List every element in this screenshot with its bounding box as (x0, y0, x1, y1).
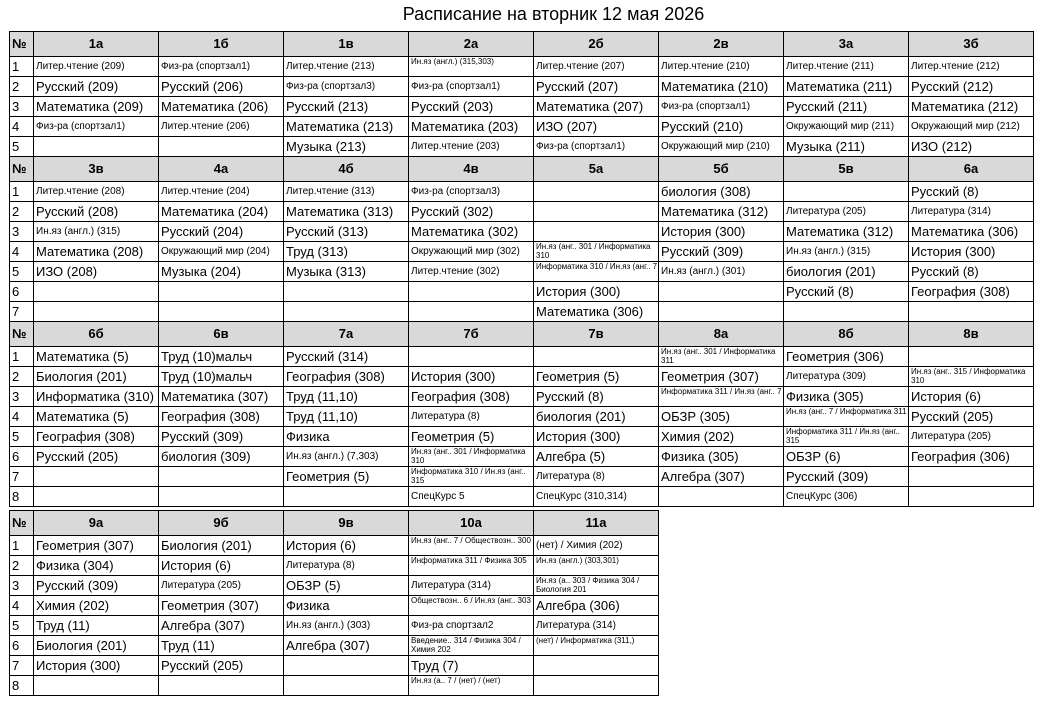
lesson-cell: История (300) (409, 367, 534, 387)
lesson-cell: Литер.чтение (210) (659, 57, 784, 77)
lesson-cell: (нет) / Информатика (311,) (534, 636, 659, 656)
class-header: 2в (659, 32, 784, 57)
lesson-cell: Ин.яз (англ.) (315) (784, 242, 909, 262)
lesson-cell: Русский (207) (534, 77, 659, 97)
lesson-cell: Физ-ра (спортзал1) (659, 97, 784, 117)
lesson-cell: История (300) (909, 242, 1034, 262)
lesson-row (10, 596, 659, 616)
lesson-cell: Музыка (213) (284, 137, 409, 157)
lesson-cell: Труд (11) (159, 636, 284, 656)
lesson-cell: Геометрия (5) (534, 367, 659, 387)
class-header: 1в (284, 32, 409, 57)
lesson-cell: Физ-ра (спортзал1) (409, 77, 534, 97)
lesson-cell: История (300) (534, 427, 659, 447)
lesson-cell (534, 676, 659, 696)
lesson-cell: Русский (210) (659, 117, 784, 137)
lesson-cell: География (308) (284, 367, 409, 387)
lesson-cell: ОБЗР (5) (284, 576, 409, 596)
lesson-cell: Математика (212) (909, 97, 1034, 117)
lesson-number: 8 (10, 676, 34, 696)
lesson-cell: Математика (211) (784, 77, 909, 97)
lesson-cell (909, 487, 1034, 507)
lesson-cell: Музыка (211) (784, 137, 909, 157)
class-header: 9б (159, 511, 284, 536)
lesson-cell: Ин.яз (англ.) (315,303) (409, 57, 534, 77)
lesson-cell: География (308) (409, 387, 534, 407)
lesson-number: 4 (10, 596, 34, 616)
lesson-row (10, 242, 1034, 262)
lesson-number: 6 (10, 282, 34, 302)
lesson-cell: История (6) (159, 556, 284, 576)
lesson-cell: Русский (212) (909, 77, 1034, 97)
class-header: 2а (409, 32, 534, 57)
lesson-cell: Труд (10)мальч (159, 367, 284, 387)
lesson-cell: Русский (213) (284, 97, 409, 117)
lesson-number-header: № (10, 322, 34, 347)
lesson-number-header: № (10, 32, 34, 57)
lesson-cell: Русский (8) (909, 182, 1034, 202)
lesson-cell: Русский (309) (659, 242, 784, 262)
lesson-cell: История (300) (534, 282, 659, 302)
schedule-block-4 (9, 510, 659, 696)
lesson-cell: Химия (202) (659, 427, 784, 447)
lesson-cell: География (306) (909, 447, 1034, 467)
lesson-cell: Физика (305) (784, 387, 909, 407)
lesson-cell: Геометрия (5) (284, 467, 409, 487)
lesson-row (10, 202, 1034, 222)
lesson-cell: Ин.яз (анг.. 301 / Информатика 310 (409, 447, 534, 467)
class-header: 5в (784, 157, 909, 182)
lesson-number: 8 (10, 487, 34, 507)
class-header: 5б (659, 157, 784, 182)
lesson-row (10, 556, 659, 576)
lesson-cell: Физика (284, 596, 409, 616)
lesson-cell: Русский (205) (34, 447, 159, 467)
lesson-cell (659, 487, 784, 507)
lesson-cell: Литер.чтение (302) (409, 262, 534, 282)
lesson-number: 5 (10, 616, 34, 636)
lesson-cell: Физ-ра (спортзал1) (534, 137, 659, 157)
lesson-row (10, 347, 1034, 367)
lesson-cell: Геометрия (5) (409, 427, 534, 447)
lesson-number: 7 (10, 656, 34, 676)
lesson-cell: Русский (205) (909, 407, 1034, 427)
lesson-number: 5 (10, 427, 34, 447)
lesson-cell: Ин.яз (а.. 7 / (нет) / (нет) (409, 676, 534, 696)
lesson-row (10, 407, 1034, 427)
lesson-cell (159, 137, 284, 157)
lesson-cell: История (300) (659, 222, 784, 242)
lesson-cell: Русский (314) (284, 347, 409, 367)
lesson-cell (159, 467, 284, 487)
lesson-cell: Окружающий мир (204) (159, 242, 284, 262)
class-header: 10а (409, 511, 534, 536)
class-header: 11а (534, 511, 659, 536)
lesson-cell (284, 676, 409, 696)
lesson-number-header: № (10, 157, 34, 182)
lesson-cell: Биология (201) (34, 636, 159, 656)
lesson-cell (159, 487, 284, 507)
lesson-cell: Алгебра (307) (284, 636, 409, 656)
lesson-cell (34, 282, 159, 302)
lesson-cell: География (308) (159, 407, 284, 427)
lesson-number: 3 (10, 576, 34, 596)
lesson-cell: Математика (210) (659, 77, 784, 97)
lesson-cell: Литература (205) (159, 576, 284, 596)
lesson-cell: Математика (312) (659, 202, 784, 222)
lesson-number: 5 (10, 137, 34, 157)
lesson-cell: ИЗО (208) (34, 262, 159, 282)
lesson-cell: Русский (203) (409, 97, 534, 117)
lesson-cell: Обществозн.. 6 / Ин.яз (анг.. 303 (409, 596, 534, 616)
lesson-row (10, 262, 1034, 282)
lesson-cell (159, 302, 284, 322)
lesson-cell: Литер.чтение (207) (534, 57, 659, 77)
lesson-cell: Ин.яз (анг.. 7 / Информатика 311 (784, 407, 909, 427)
lesson-cell: Математика (209) (34, 97, 159, 117)
lesson-cell: Труд (11,10) (284, 387, 409, 407)
lesson-cell: Математика (5) (34, 347, 159, 367)
lesson-cell: СпецКурс (306) (784, 487, 909, 507)
lesson-number: 4 (10, 407, 34, 427)
class-header: 9в (284, 511, 409, 536)
lesson-cell: Русский (8) (534, 387, 659, 407)
class-header: 2б (534, 32, 659, 57)
lesson-cell (159, 282, 284, 302)
lesson-cell (534, 656, 659, 676)
lesson-row (10, 182, 1034, 202)
lesson-cell: Алгебра (307) (159, 616, 284, 636)
lesson-number: 3 (10, 97, 34, 117)
lesson-number: 4 (10, 117, 34, 137)
lesson-cell: биология (308) (659, 182, 784, 202)
lesson-cell: биология (309) (159, 447, 284, 467)
schedule-block-2 (9, 156, 1034, 322)
lesson-cell: Информатика 311 / Физика 305 (409, 556, 534, 576)
lesson-number: 7 (10, 302, 34, 322)
lesson-cell: Информатика 311 / Ин.яз (анг.. 315 (784, 427, 909, 447)
lesson-cell (659, 282, 784, 302)
lesson-cell: Математика (213) (284, 117, 409, 137)
lesson-row (10, 447, 1034, 467)
lesson-number: 5 (10, 262, 34, 282)
lesson-cell: ОБЗР (6) (784, 447, 909, 467)
lesson-cell (34, 676, 159, 696)
lesson-number: 1 (10, 536, 34, 556)
lesson-cell: Литер.чтение (203) (409, 137, 534, 157)
class-header: 9а (34, 511, 159, 536)
lesson-cell: Геометрия (306) (784, 347, 909, 367)
lesson-cell (909, 467, 1034, 487)
class-header: 4а (159, 157, 284, 182)
lesson-cell: Русский (205) (159, 656, 284, 676)
lesson-cell (534, 222, 659, 242)
class-header: 1а (34, 32, 159, 57)
class-header: 7а (284, 322, 409, 347)
lesson-cell: Ин.яз (анг.. 7 / Обществозн.. 300 (409, 536, 534, 556)
lesson-cell: Труд (10)мальч (159, 347, 284, 367)
lesson-row (10, 487, 1034, 507)
lesson-cell: Музыка (204) (159, 262, 284, 282)
lesson-cell: ОБЗР (305) (659, 407, 784, 427)
schedule-block-3 (9, 321, 1034, 507)
class-header: 8б (784, 322, 909, 347)
lesson-cell: Математика (302) (409, 222, 534, 242)
lesson-cell: Физика (304) (34, 556, 159, 576)
lesson-cell: Информатика 310 / Ин.яз (анг.. 315 (409, 467, 534, 487)
lesson-row (10, 387, 1034, 407)
lesson-number: 2 (10, 202, 34, 222)
lesson-number: 1 (10, 57, 34, 77)
lesson-row (10, 576, 659, 596)
lesson-cell: Введение.. 314 / Физика 304 / Химия 202 (409, 636, 534, 656)
lesson-row (10, 97, 1034, 117)
lesson-cell: (нет) / Химия (202) (534, 536, 659, 556)
lesson-cell: Математика (306) (534, 302, 659, 322)
lesson-row (10, 467, 1034, 487)
lesson-cell: Физ-ра спортзал2 (409, 616, 534, 636)
lesson-cell: Ин.яз (англ.) (303) (284, 616, 409, 636)
lesson-cell (34, 467, 159, 487)
lesson-row (10, 616, 659, 636)
page-title: Расписание на вторник 12 мая 2026 (402, 4, 705, 24)
lesson-cell: Литер.чтение (313) (284, 182, 409, 202)
lesson-cell: Биология (201) (34, 367, 159, 387)
lesson-cell: Физика (284, 427, 409, 447)
lesson-cell: Ин.яз (а.. 303 / Физика 304 / Биология 201 (534, 576, 659, 596)
lesson-cell: Литература (8) (534, 467, 659, 487)
lesson-cell (284, 656, 409, 676)
lesson-number: 6 (10, 447, 34, 467)
lesson-cell: Русский (313) (284, 222, 409, 242)
lesson-cell: Русский (206) (159, 77, 284, 97)
lesson-cell: Труд (11,10) (284, 407, 409, 427)
lesson-number: 1 (10, 182, 34, 202)
lesson-cell: Алгебра (5) (534, 447, 659, 467)
lesson-cell (284, 302, 409, 322)
lesson-cell: Химия (202) (34, 596, 159, 616)
lesson-row (10, 302, 1034, 322)
lesson-row (10, 282, 1034, 302)
lesson-row (10, 77, 1034, 97)
lesson-cell (909, 347, 1034, 367)
lesson-cell: Русский (211) (784, 97, 909, 117)
lesson-row (10, 656, 659, 676)
lesson-cell: Информатика (310) (34, 387, 159, 407)
lesson-cell: ИЗО (207) (534, 117, 659, 137)
lesson-cell: Музыка (313) (284, 262, 409, 282)
lesson-cell: Ин.яз (англ.) (303,301) (534, 556, 659, 576)
lesson-cell: Ин.яз (англ.) (301) (659, 262, 784, 282)
class-header: 4б (284, 157, 409, 182)
lesson-cell: Математика (307) (159, 387, 284, 407)
lesson-cell: Русский (309) (34, 576, 159, 596)
lesson-row (10, 427, 1034, 447)
lesson-cell: Литература (205) (784, 202, 909, 222)
lesson-cell: Математика (306) (909, 222, 1034, 242)
lesson-cell: География (308) (909, 282, 1034, 302)
lesson-cell: Математика (313) (284, 202, 409, 222)
lesson-cell: Литература (8) (409, 407, 534, 427)
lesson-cell: Литература (8) (284, 556, 409, 576)
lesson-cell: Геометрия (307) (659, 367, 784, 387)
lesson-cell: биология (201) (784, 262, 909, 282)
lesson-cell (659, 302, 784, 322)
class-header: 4в (409, 157, 534, 182)
lesson-row (10, 137, 1034, 157)
lesson-cell (284, 487, 409, 507)
lesson-cell: Физ-ра (спортзал1) (159, 57, 284, 77)
lesson-cell: биология (201) (534, 407, 659, 427)
lesson-cell (409, 347, 534, 367)
lesson-row (10, 117, 1034, 137)
class-header: 5а (534, 157, 659, 182)
lesson-row (10, 536, 659, 556)
lesson-number-header: № (10, 511, 34, 536)
class-header: 1б (159, 32, 284, 57)
lesson-row (10, 676, 659, 696)
class-header: 7в (534, 322, 659, 347)
lesson-cell: Ин.яз (анг.. 301 / Информатика 310 (534, 242, 659, 262)
lesson-number: 1 (10, 347, 34, 367)
lesson-cell: Литер.чтение (212) (909, 57, 1034, 77)
class-header: 3б (909, 32, 1034, 57)
lesson-cell (409, 302, 534, 322)
lesson-cell: Труд (11) (34, 616, 159, 636)
lesson-number: 2 (10, 556, 34, 576)
lesson-number: 3 (10, 387, 34, 407)
lesson-cell: Русский (208) (34, 202, 159, 222)
lesson-cell: Русский (302) (409, 202, 534, 222)
lesson-cell: Русский (8) (784, 282, 909, 302)
lesson-cell: Литер.чтение (211) (784, 57, 909, 77)
class-header: 6б (34, 322, 159, 347)
lesson-number: 3 (10, 222, 34, 242)
lesson-cell: Алгебра (307) (659, 467, 784, 487)
lesson-cell: Математика (312) (784, 222, 909, 242)
lesson-cell: Математика (5) (34, 407, 159, 427)
lesson-cell: Математика (203) (409, 117, 534, 137)
lesson-cell (34, 302, 159, 322)
lesson-cell: Ин.яз (анг.. 301 / Информатика 311 (659, 347, 784, 367)
lesson-cell: Ин.яз (анг.. 315 / Информатика 310 (909, 367, 1034, 387)
lesson-cell: Русский (209) (34, 77, 159, 97)
lesson-cell: История (300) (34, 656, 159, 676)
lesson-cell: География (308) (34, 427, 159, 447)
lesson-cell: Физика (305) (659, 447, 784, 467)
lesson-cell (159, 676, 284, 696)
schedule-block-1 (9, 31, 1034, 157)
lesson-cell (784, 302, 909, 322)
lesson-number: 2 (10, 77, 34, 97)
lesson-row (10, 57, 1034, 77)
lesson-cell: ИЗО (212) (909, 137, 1034, 157)
lesson-cell: История (6) (909, 387, 1034, 407)
lesson-cell: Окружающий мир (302) (409, 242, 534, 262)
lesson-cell (784, 182, 909, 202)
lesson-cell: Геометрия (307) (159, 596, 284, 616)
lesson-cell: Ин.яз (англ.) (7,303) (284, 447, 409, 467)
class-header: 3в (34, 157, 159, 182)
lesson-cell: Литература (314) (909, 202, 1034, 222)
lesson-cell: Физ-ра (спортзал3) (284, 77, 409, 97)
class-header: 3а (784, 32, 909, 57)
lesson-cell: Математика (208) (34, 242, 159, 262)
lesson-cell: Литер.чтение (204) (159, 182, 284, 202)
lesson-cell (534, 347, 659, 367)
lesson-cell (34, 137, 159, 157)
lesson-cell: Окружающий мир (211) (784, 117, 909, 137)
lesson-cell: Математика (204) (159, 202, 284, 222)
lesson-cell: Математика (206) (159, 97, 284, 117)
lesson-row (10, 636, 659, 656)
lesson-cell: Труд (7) (409, 656, 534, 676)
lesson-cell (534, 202, 659, 222)
lesson-cell: Физ-ра (спортзал1) (34, 117, 159, 137)
class-header: 8а (659, 322, 784, 347)
lesson-cell: Ин.яз (англ.) (315) (34, 222, 159, 242)
lesson-cell (284, 282, 409, 302)
class-header: 8в (909, 322, 1034, 347)
lesson-cell: Физ-ра (спортзал3) (409, 182, 534, 202)
lesson-cell: Русский (309) (784, 467, 909, 487)
lesson-number: 2 (10, 367, 34, 387)
lesson-row (10, 367, 1034, 387)
lesson-cell: Алгебра (306) (534, 596, 659, 616)
lesson-cell: СпецКурс 5 (409, 487, 534, 507)
lesson-cell: Окружающий мир (210) (659, 137, 784, 157)
lesson-cell: Труд (313) (284, 242, 409, 262)
lesson-cell: Литература (309) (784, 367, 909, 387)
class-header: 6а (909, 157, 1034, 182)
lesson-cell: Литер.чтение (209) (34, 57, 159, 77)
lesson-cell: Информатика 311 / Ин.яз (анг.. 7 (659, 387, 784, 407)
lesson-cell: Русский (8) (909, 262, 1034, 282)
lesson-cell: Литература (314) (534, 616, 659, 636)
lesson-cell (34, 487, 159, 507)
lesson-cell: Литература (314) (409, 576, 534, 596)
lesson-cell: Информатика 310 / Ин.яз (анг.. 7 (534, 262, 659, 282)
lesson-cell: Литература (205) (909, 427, 1034, 447)
class-header: 7б (409, 322, 534, 347)
lesson-number: 7 (10, 467, 34, 487)
lesson-cell: Биология (201) (159, 536, 284, 556)
lesson-cell (534, 182, 659, 202)
lesson-cell (909, 302, 1034, 322)
lesson-row (10, 222, 1034, 242)
lesson-cell: История (6) (284, 536, 409, 556)
lesson-cell: Русский (309) (159, 427, 284, 447)
lesson-cell: СпецКурс (310,314) (534, 487, 659, 507)
lesson-cell: Математика (207) (534, 97, 659, 117)
lesson-cell (409, 282, 534, 302)
lesson-cell: Литер.чтение (206) (159, 117, 284, 137)
lesson-cell: Окружающий мир (212) (909, 117, 1034, 137)
lesson-number: 6 (10, 636, 34, 656)
lesson-cell: Русский (204) (159, 222, 284, 242)
class-header: 6в (159, 322, 284, 347)
lesson-cell: Литер.чтение (208) (34, 182, 159, 202)
lesson-cell: Литер.чтение (213) (284, 57, 409, 77)
lesson-number: 4 (10, 242, 34, 262)
lesson-cell: Геометрия (307) (34, 536, 159, 556)
